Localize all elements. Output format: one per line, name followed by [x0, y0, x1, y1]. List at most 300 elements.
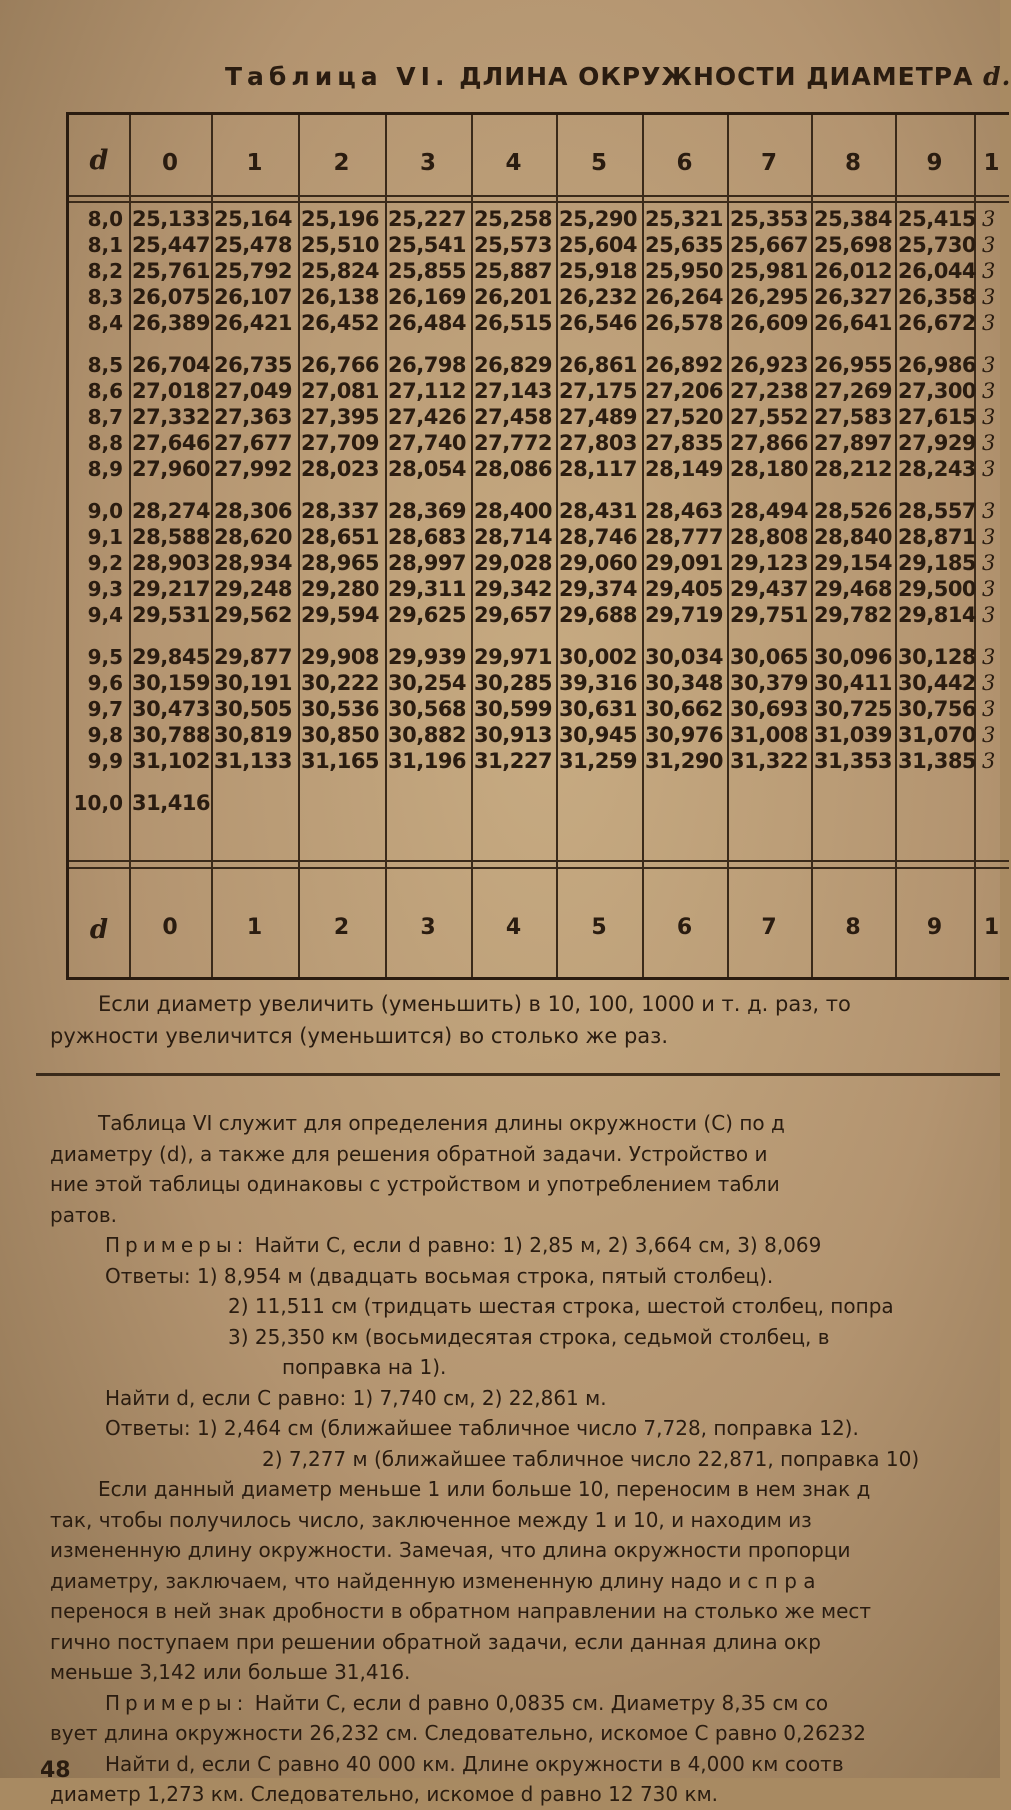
table-cell: 30,442: [898, 671, 977, 695]
table-cell: 29,217: [132, 577, 211, 601]
table-cell: 25,573: [474, 233, 553, 257]
divider: [36, 1073, 1000, 1076]
table-cell: 27,269: [814, 379, 893, 403]
answer-text: 3) 25,350 км (восьмидесятая строка, седьмой столбец, в: [228, 1324, 830, 1349]
answers-label: Ответы:: [105, 1263, 191, 1288]
table-cell: 26,107: [214, 285, 293, 309]
table-cell: 25,353: [730, 207, 809, 231]
table-cell: 28,400: [474, 499, 553, 523]
column-header: 1: [983, 915, 1000, 940]
paragraph-line: измененную длину окружности. Замечая, что длина окружности пропорци: [50, 1538, 851, 1562]
column-divider: [727, 115, 729, 977]
table-cell: 30,191: [214, 671, 293, 695]
paragraph-line: так, чтобы получилось число, заключенное между 1 и 10, и находим из: [50, 1507, 812, 1532]
table-cell: 25,415: [898, 207, 977, 231]
table-cell: 31,290: [645, 749, 724, 773]
table-cell: 25,698: [814, 233, 893, 257]
table-cell: 31,385: [898, 749, 977, 773]
table-cell: 28,840: [814, 525, 893, 549]
table-cell: 26,264: [645, 285, 724, 309]
row-diameter: 9,9: [87, 749, 123, 773]
table-cell: 26,484: [388, 311, 467, 335]
table-cell: 30,096: [814, 645, 893, 669]
table-cell: 28,274: [132, 499, 211, 523]
table-cell: 29,248: [214, 577, 293, 601]
table-cell: 28,243: [898, 457, 977, 481]
table-cell: 28,494: [730, 499, 809, 523]
table-cell: 30,348: [645, 671, 724, 695]
row-divider: [69, 867, 1009, 869]
table-cell: 29,845: [132, 645, 211, 669]
table-cell: 26,955: [814, 353, 893, 377]
table-cell: 29,311: [388, 577, 467, 601]
examples-text: Найти С, если d равно 0,0835 см. Диаметру 8,35 см со: [254, 1690, 829, 1715]
table-cell: 28,369: [388, 499, 467, 523]
table-cell: 25,792: [214, 259, 293, 283]
table-cell: 28,588: [132, 525, 211, 549]
table-cell: 25,384: [814, 207, 893, 231]
table-cell: 29,185: [898, 551, 977, 575]
paragraph-line: гично поступаем при решении обратной задачи, если данная длина окр: [50, 1629, 822, 1654]
table-cell: 30,536: [301, 697, 380, 721]
table-cell: 29,688: [559, 603, 638, 627]
column-header: 1: [246, 915, 263, 940]
table-cell: 26,452: [301, 311, 380, 335]
table-cell-partial: 3: [982, 431, 996, 455]
table-cell: 29,154: [814, 551, 893, 575]
table-cell: 26,829: [474, 353, 553, 377]
table-cell: 25,478: [214, 233, 293, 257]
paragraph-line: меньше 3,142 или больше 31,416.: [50, 1660, 411, 1684]
table-cell-partial: 3: [982, 259, 996, 283]
table-cell: 26,232: [559, 285, 638, 309]
row-diameter: 8,3: [87, 285, 123, 309]
table-cell: 28,086: [474, 457, 553, 481]
table-cell: 31,070: [898, 723, 977, 747]
table-cell: 28,306: [214, 499, 293, 523]
table-cell: 30,913: [474, 723, 553, 747]
paragraph-line: диаметр 1,273 км. Следовательно, искомое d равно 12 730 км.: [50, 1782, 719, 1806]
table-cell: 39,316: [559, 671, 638, 695]
table-cell: 26,138: [301, 285, 380, 309]
table-cell: 27,835: [645, 431, 724, 455]
row-diameter: 8,5: [87, 353, 123, 377]
table-cell: 28,934: [214, 551, 293, 575]
page-number: 48: [40, 1758, 71, 1783]
table-cell: 26,766: [301, 353, 380, 377]
table-cell: 27,112: [388, 379, 467, 403]
examples-text: Найти С, если d равно: 1) 2,85 м, 2) 3,664 см, 3) 8,069: [254, 1233, 822, 1257]
table-cell: 26,704: [132, 353, 211, 377]
paragraph-line: перенося в ней знак дробности в обратном направлении на столько же мест: [50, 1599, 872, 1623]
table-cell-partial: 3: [982, 697, 996, 721]
table-cell: 28,777: [645, 525, 724, 549]
table-cell: 25,541: [388, 233, 467, 257]
table-cell: 30,568: [388, 697, 467, 721]
table-cell: 26,798: [388, 353, 467, 377]
table-cell: 29,814: [898, 603, 977, 627]
table-cell: 31,008: [730, 723, 809, 747]
table-cell-partial: 3: [982, 671, 996, 695]
table-cell: 29,500: [898, 577, 977, 601]
table-cell: 30,159: [132, 671, 211, 695]
table-cell: 29,751: [730, 603, 809, 627]
row-divider: [69, 860, 1009, 862]
column-header: 3: [420, 915, 436, 940]
table-cell: 28,965: [301, 551, 380, 575]
column-divider: [471, 115, 473, 977]
paragraph-line: ние этой таблицы одинаковы с устройством и употреблением табли: [50, 1172, 780, 1196]
column-divider: [298, 115, 300, 977]
table-cell: 26,892: [645, 353, 724, 377]
table-cell: 29,374: [559, 577, 638, 601]
column-header: 4: [505, 150, 522, 176]
table-cell: 28,431: [559, 499, 638, 523]
table-cell: 25,321: [645, 207, 724, 231]
table-cell: 28,023: [301, 457, 380, 481]
table-cell-partial: 3: [982, 551, 996, 575]
answers-label: Ответы:: [105, 1416, 191, 1440]
table-cell: 30,065: [730, 645, 809, 669]
table-cell: 26,923: [730, 353, 809, 377]
table-cell: 29,342: [474, 577, 553, 601]
column-header: d: [89, 145, 109, 176]
row-diameter: 8,4: [87, 311, 123, 335]
table-cell: 27,081: [301, 379, 380, 403]
table-cell: 28,871: [898, 525, 977, 549]
table-cell: 29,594: [301, 603, 380, 627]
column-header: 5: [590, 150, 607, 176]
row-diameter: 9,4: [87, 603, 123, 627]
row-diameter: 9,1: [87, 525, 123, 549]
column-header: 9: [926, 150, 943, 176]
column-header: 7: [761, 915, 777, 940]
answer-text: 1) 8,954 м (двадцать восьмая строка, пятый столбец).: [197, 1263, 774, 1288]
table-variable: d.: [983, 62, 1011, 91]
table-cell-partial: 3: [982, 207, 996, 231]
table-title: [225, 62, 1011, 91]
table-cell: 27,897: [814, 431, 893, 455]
table-cell: 27,803: [559, 431, 638, 455]
table-cell: 27,049: [214, 379, 293, 403]
column-header: 2: [333, 915, 350, 940]
table-cell: 25,981: [730, 259, 809, 283]
table-cell: 29,091: [645, 551, 724, 575]
table-cell: 26,075: [132, 285, 211, 309]
table-cell: 27,709: [301, 431, 380, 455]
table-cell: 25,761: [132, 259, 211, 283]
table-cell: 29,939: [388, 645, 467, 669]
row-diameter: 8,2: [87, 259, 123, 283]
table-cell: 30,599: [474, 697, 553, 721]
column-divider: [129, 115, 131, 977]
table-cell: 27,615: [898, 405, 977, 429]
column-header: d: [89, 915, 109, 945]
table-cell: 29,908: [301, 645, 380, 669]
table-cell: 26,169: [388, 285, 467, 309]
table-cell: 27,992: [214, 457, 293, 481]
examples-line: [50, 1230, 1000, 1261]
table-cell: 27,866: [730, 431, 809, 455]
table-cell-partial: 3: [982, 723, 996, 747]
paragraph-line: диаметру, заключаем, что найденную измененную длину надо и с п р а: [50, 1568, 816, 1593]
table-cell: 25,824: [301, 259, 380, 283]
table-cell: 27,206: [645, 379, 724, 403]
column-header: 8: [844, 150, 861, 176]
table-cell: 28,463: [645, 499, 724, 523]
table-cell: 26,295: [730, 285, 809, 309]
table-cell: 29,657: [474, 603, 553, 627]
table-cell: 26,358: [898, 285, 977, 309]
column-divider: [895, 115, 897, 977]
scaling-note: [50, 988, 1000, 1052]
table-cell: 28,054: [388, 457, 467, 481]
table-cell: 30,222: [301, 671, 380, 695]
task-text: Найти d, если С равно: 1) 7,740 см, 2) 22,861 м.: [105, 1385, 607, 1410]
table-cell: 28,212: [814, 457, 893, 481]
table-cell: 26,389: [132, 311, 211, 335]
paragraph-line: Найти d, если С равно 40 000 км. Длине окружности в 4,000 км соотв: [105, 1751, 844, 1776]
row-diameter: 9,3: [87, 577, 123, 601]
table-cell: 31,039: [814, 723, 893, 747]
paragraph-line: Таблица VI служит для определения длины окружности (С) по д: [98, 1111, 785, 1135]
table-number: Таблица VI.: [225, 62, 450, 91]
table-cell: 25,227: [388, 207, 467, 231]
table-cell: 30,034: [645, 645, 724, 669]
note-line: Если диаметр увеличить (уменьшить) в 10, 100, 1000 и т. д. раз, то: [98, 992, 851, 1016]
table-cell: 25,667: [730, 233, 809, 257]
row-diameter: 9,8: [87, 723, 123, 747]
table-cell: 28,557: [898, 499, 977, 523]
table-cell: 28,337: [301, 499, 380, 523]
table-cell: 31,133: [214, 749, 293, 773]
table-cell: 27,332: [132, 405, 211, 429]
table-cell: 29,437: [730, 577, 809, 601]
examples-line: [50, 1688, 1000, 1719]
column-header: 2: [333, 150, 350, 176]
column-header: 4: [505, 915, 522, 940]
table-cell: 30,788: [132, 723, 211, 747]
table-cell: 29,877: [214, 645, 293, 669]
table-cell: 27,300: [898, 379, 977, 403]
table-cell: 26,672: [898, 311, 977, 335]
column-header: 0: [162, 915, 178, 940]
column-header: 5: [591, 915, 607, 940]
column-header: 1: [246, 150, 263, 176]
table-cell-partial: 3: [982, 577, 996, 601]
paragraph-line: диаметру (d), а также для решения обратной задачи. Устройство и: [50, 1141, 768, 1166]
table-cell: 25,196: [301, 207, 380, 231]
column-divider: [556, 115, 558, 977]
table-cell: 28,117: [559, 457, 638, 481]
table-cell: 25,918: [559, 259, 638, 283]
table-cell: 26,641: [814, 311, 893, 335]
table-cell: 27,677: [214, 431, 293, 455]
table-cell: 27,740: [388, 431, 467, 455]
table-cell: 30,819: [214, 723, 293, 747]
table-cell: 30,379: [730, 671, 809, 695]
circumference-table: [66, 112, 1009, 980]
table-cell: 27,395: [301, 405, 380, 429]
table-heading: ДЛИНА ОКРУЖНОСТИ ДИАМЕТРА: [459, 62, 974, 91]
table-cell: 26,327: [814, 285, 893, 309]
table-cell: 25,950: [645, 259, 724, 283]
table-cell: 30,976: [645, 723, 724, 747]
table-cell: 25,164: [214, 207, 293, 231]
table-cell: 29,405: [645, 577, 724, 601]
row-divider: [69, 201, 1009, 203]
row-diameter: 8,8: [87, 431, 123, 455]
table-cell: 30,505: [214, 697, 293, 721]
table-cell: 31,353: [814, 749, 893, 773]
table-cell: 28,149: [645, 457, 724, 481]
table-cell-partial: 3: [982, 285, 996, 309]
explanation-text: [50, 1108, 1000, 1810]
table-cell: 27,238: [730, 379, 809, 403]
table-cell: 29,280: [301, 577, 380, 601]
table-cell: 28,683: [388, 525, 467, 549]
table-cell: 25,447: [132, 233, 211, 257]
table-cell: 27,929: [898, 431, 977, 455]
table-cell: 27,458: [474, 405, 553, 429]
table-cell: 27,552: [730, 405, 809, 429]
table-cell-partial: 3: [982, 457, 996, 481]
table-cell: 29,625: [388, 603, 467, 627]
table-cell-partial: 3: [982, 645, 996, 669]
table-cell: 27,772: [474, 431, 553, 455]
column-header: 0: [161, 150, 178, 176]
table-cell: 29,028: [474, 551, 553, 575]
table-cell: 26,044: [898, 259, 977, 283]
column-divider: [642, 115, 644, 977]
row-diameter: 8,9: [87, 457, 123, 481]
table-cell-partial: 3: [982, 233, 996, 257]
column-header: 3: [419, 150, 436, 176]
row-diameter: 9,5: [87, 645, 123, 669]
table-cell: 30,756: [898, 697, 977, 721]
table-cell: 27,426: [388, 405, 467, 429]
table-cell: 28,620: [214, 525, 293, 549]
table-cell: 29,562: [214, 603, 293, 627]
row-diameter: 9,6: [87, 671, 123, 695]
answers-line: [50, 1261, 1000, 1292]
answer-text: 2) 7,277 м (ближайшее табличное число 22,871, поправка 10): [262, 1446, 920, 1471]
paragraph-line: вует длина окружности 26,232 см. Следовательно, искомое С равно 0,26232: [50, 1721, 866, 1745]
table-cell: 30,128: [898, 645, 977, 669]
table-cell-partial: 3: [982, 353, 996, 377]
table-cell: 30,254: [388, 671, 467, 695]
table-cell: 25,133: [132, 207, 211, 231]
row-divider: [69, 195, 1009, 197]
table-cell: 30,850: [301, 723, 380, 747]
table-cell-partial: 3: [982, 525, 996, 549]
table-cell: 29,123: [730, 551, 809, 575]
answers-line: [50, 1413, 1000, 1444]
table-cell: 25,604: [559, 233, 638, 257]
table-cell: 27,583: [814, 405, 893, 429]
table-cell: 31,196: [388, 749, 467, 773]
table-cell: 29,971: [474, 645, 553, 669]
table-cell: 28,714: [474, 525, 553, 549]
column-header: 6: [676, 150, 693, 176]
column-divider: [211, 115, 213, 977]
table-cell: 30,473: [132, 697, 211, 721]
table-cell: 30,662: [645, 697, 724, 721]
column-header: 9: [926, 915, 943, 940]
table-cell: 27,520: [645, 405, 724, 429]
table-cell: 29,782: [814, 603, 893, 627]
row-diameter: 9,0: [87, 499, 123, 523]
table-cell-partial: 3: [982, 603, 996, 627]
table-cell: 26,986: [898, 353, 977, 377]
column-header: 8: [845, 915, 861, 940]
answer-text: 2) 11,511 см (тридцать шестая строка, шестой столбец, попра: [228, 1294, 894, 1318]
table-cell: 30,693: [730, 697, 809, 721]
row-diameter: 9,2: [87, 551, 123, 575]
table-cell: 25,510: [301, 233, 380, 257]
table-cell: 25,855: [388, 259, 467, 283]
paragraph-line: Если данный диаметр меньше 1 или больше 10, переносим в нем знак д: [98, 1477, 871, 1501]
table-cell: 27,489: [559, 405, 638, 429]
column-header: 1: [983, 150, 1000, 176]
table-cell-partial: 3: [982, 379, 996, 403]
row-diameter: 8,0: [87, 207, 123, 231]
column-header: 6: [676, 915, 693, 940]
table-cell: 26,515: [474, 311, 553, 335]
table-cell: 30,285: [474, 671, 553, 695]
row-diameter: 9,7: [87, 697, 123, 721]
table-cell: 30,411: [814, 671, 893, 695]
table-cell: 26,012: [814, 259, 893, 283]
table-cell: 28,651: [301, 525, 380, 549]
table-cell: 30,725: [814, 697, 893, 721]
table-cell: 25,258: [474, 207, 553, 231]
column-header: 7: [760, 150, 777, 176]
row-diameter: 8,1: [87, 233, 123, 257]
table-cell: 29,468: [814, 577, 893, 601]
row-diameter: 10,0: [73, 791, 123, 815]
table-cell: 26,546: [559, 311, 638, 335]
table-cell: 25,290: [559, 207, 638, 231]
table-cell: 31,416: [132, 791, 211, 815]
table-cell: 28,808: [730, 525, 809, 549]
table-cell: 27,960: [132, 457, 211, 481]
examples-label: Примеры:: [105, 1233, 249, 1257]
table-cell: 31,227: [474, 749, 553, 773]
table-cell: 28,180: [730, 457, 809, 481]
table-cell: 28,903: [132, 551, 211, 575]
table-cell: 30,002: [559, 645, 638, 669]
table-cell: 26,735: [214, 353, 293, 377]
row-diameter: 8,7: [87, 405, 123, 429]
table-cell: 28,997: [388, 551, 467, 575]
table-cell: 26,861: [559, 353, 638, 377]
table-cell: 29,719: [645, 603, 724, 627]
examples-label: Примеры:: [105, 1690, 249, 1715]
table-cell: 27,363: [214, 405, 293, 429]
answer-text: поправка на 1).: [282, 1355, 447, 1379]
table-cell: 30,882: [388, 723, 467, 747]
table-cell: 29,060: [559, 551, 638, 575]
row-diameter: 8,6: [87, 379, 123, 403]
table-cell: 27,646: [132, 431, 211, 455]
table-cell: 31,259: [559, 749, 638, 773]
table-cell: 27,018: [132, 379, 211, 403]
table-cell: 27,143: [474, 379, 553, 403]
table-cell: 29,531: [132, 603, 211, 627]
table-cell: 26,578: [645, 311, 724, 335]
table-cell: 31,102: [132, 749, 211, 773]
